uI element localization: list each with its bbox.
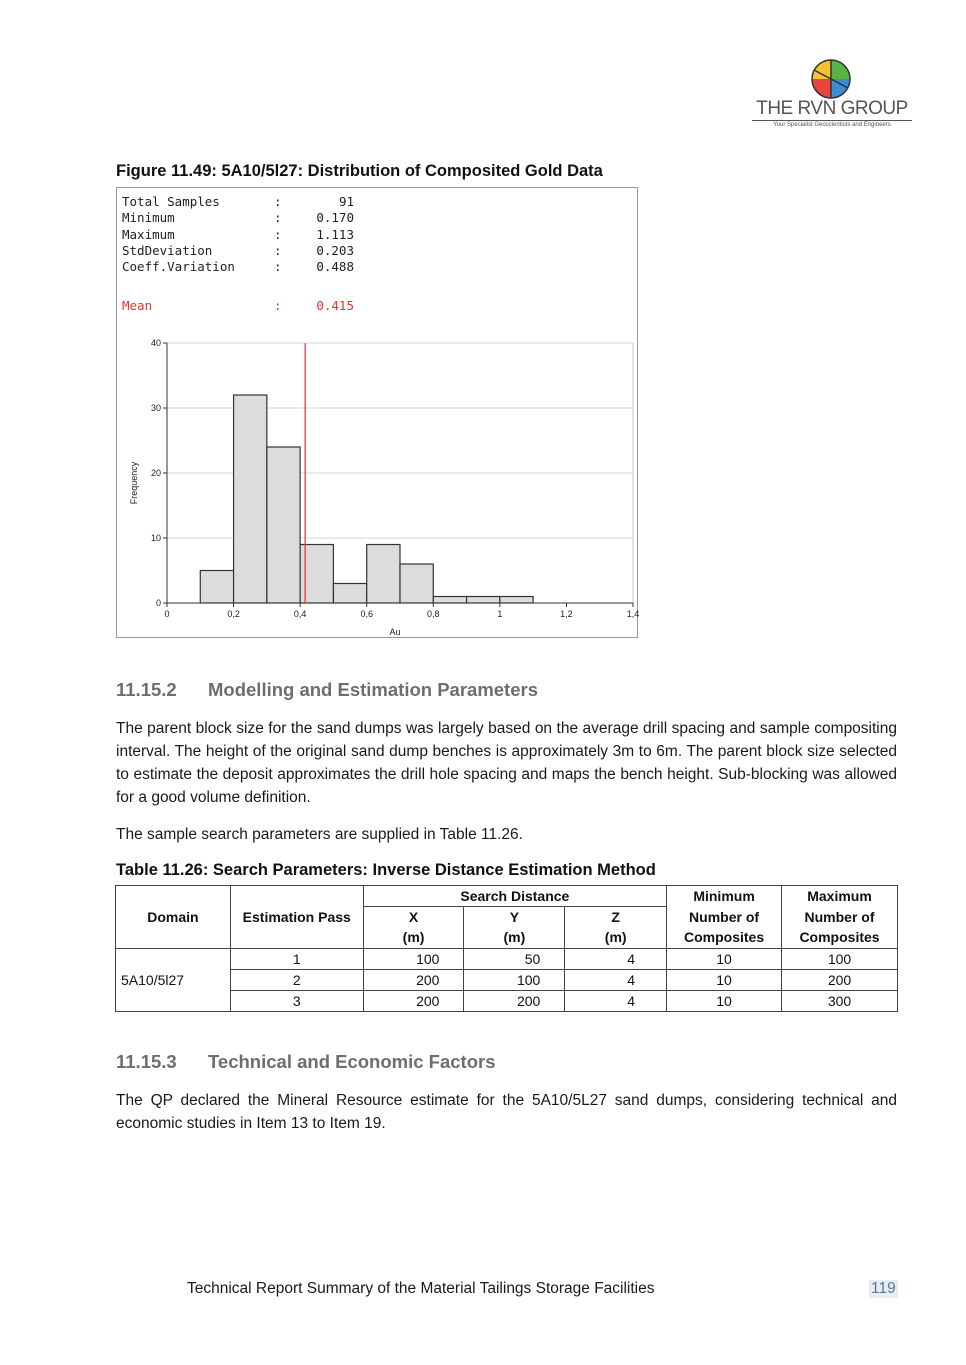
min-cell: 10 [667, 969, 782, 990]
histogram-bar [234, 395, 267, 603]
header-domain: Domain [116, 886, 231, 949]
stat-colon: : [274, 210, 282, 226]
header-unit: (m) [464, 927, 565, 948]
x-cell: 200 [363, 990, 464, 1011]
y-tick-label: 20 [150, 468, 161, 478]
section-heading [116, 679, 538, 701]
pass-cell: 3 [230, 990, 363, 1011]
stat-value: 1.113 [316, 226, 354, 242]
stat-value: 0.203 [316, 242, 354, 258]
x-cell: 200 [363, 969, 464, 990]
pass-cell: 1 [230, 948, 363, 969]
stat-label: Minimum [122, 210, 175, 226]
x-tick-label: 1,2 [560, 609, 573, 619]
x-cell: 100 [363, 948, 464, 969]
table-caption: Table 11.26: Search Parameters: Inverse Distance Estimation Method [116, 861, 656, 879]
paragraph: The QP declared the Mineral Resource estimate for the 5A10/5L27 sand dumps, considering technical and economic studies in Item 13 to Item 19. [116, 1092, 897, 1132]
max-cell: 300 [782, 990, 898, 1011]
z-cell: 4 [565, 990, 667, 1011]
min-cell: 10 [667, 990, 782, 1011]
paragraph: The sample search parameters are supplied in Table 11.26. [116, 826, 523, 843]
histogram-bar [267, 447, 300, 603]
table-row [116, 948, 898, 969]
stat-colon: : [274, 194, 282, 209]
paragraph: The parent block size for the sand dumps was largely based on the average drill spacing and sample compositing interval. The height of the original sand dump benches is approximately 3m to 6m. The parent block size selected to estimate the deposit approximates the drill hole spacing and maps the bench height. Sub-blocking was allowed for a good volume definition. [116, 720, 897, 806]
search-parameters-table [115, 885, 898, 1012]
x-axis-label: Au [389, 627, 401, 637]
histogram-bar [200, 571, 233, 604]
x-tick-label: 1,4 [626, 609, 640, 619]
section-title: Technical and Economic Factors [208, 1051, 496, 1072]
logo-mark-icon [810, 58, 852, 100]
section-number: 11.15.3 [116, 1051, 177, 1072]
stat-colon: : [274, 226, 282, 242]
stat-value: 0.488 [316, 259, 354, 275]
table-header-row [116, 886, 898, 907]
mean-colon: : [274, 298, 282, 313]
header-unit: (m) [363, 927, 464, 948]
x-tick-label: 0,6 [360, 609, 373, 619]
header-search-distance: Search Distance [363, 886, 666, 907]
y-tick-label: 30 [150, 403, 161, 413]
header-maximum: Maximum Number of Composites [782, 886, 898, 949]
histogram-bar [500, 597, 533, 604]
x-tick-label: 0 [164, 609, 170, 619]
max-cell: 100 [782, 948, 898, 969]
stat-colon: : [274, 242, 282, 258]
histogram-chart [117, 188, 640, 637]
stat-colon: : [274, 259, 282, 275]
footer-text: Technical Report Summary of the Material Tailings Storage Facilities [187, 1280, 655, 1297]
header-minimum: Minimum Number of Composites [667, 886, 782, 949]
stat-label: Maximum [122, 226, 175, 242]
mean-value: 0.415 [316, 298, 354, 313]
table-row [116, 969, 898, 990]
header-unit: (m) [565, 927, 667, 948]
min-cell: 10 [667, 948, 782, 969]
header-x: X [363, 907, 464, 928]
stat-value: 91 [338, 194, 354, 209]
table-row [116, 990, 898, 1011]
figure-caption: Figure 11.49: 5A10/5l27: Distribution of Composited Gold Data [116, 162, 603, 180]
x-tick-label: 0,4 [293, 609, 307, 619]
domain-cell: 5A10/5l27 [116, 948, 231, 1011]
logo-name: THE RVN GROUP [752, 98, 912, 121]
section-number: 11.15.2 [116, 679, 177, 700]
z-cell: 4 [565, 948, 667, 969]
company-logo [752, 58, 912, 134]
histogram-figure [116, 187, 638, 638]
section-heading [116, 1051, 496, 1073]
histogram-bar [467, 597, 500, 604]
histogram-bar [400, 564, 433, 603]
histogram-bar [333, 584, 366, 604]
header-y: Y [464, 907, 565, 928]
logo-tagline: Your Specialist Geoscientists and Engineers [773, 122, 891, 128]
y-cell: 50 [464, 948, 565, 969]
header-estimation-pass: Estimation Pass [230, 886, 363, 949]
x-tick-label: 1 [497, 609, 503, 619]
section-title: Modelling and Estimation Parameters [208, 679, 538, 700]
y-tick-label: 0 [155, 598, 161, 608]
histogram-bar [367, 545, 400, 604]
y-axis-label: Frequency [129, 461, 139, 505]
stat-label: Coeff.Variation [122, 259, 235, 275]
x-tick-label: 0,8 [427, 609, 440, 619]
z-cell: 4 [565, 969, 667, 990]
y-cell: 100 [464, 969, 565, 990]
y-tick-label: 40 [150, 338, 161, 348]
page-number: 119 [871, 1280, 896, 1297]
header-z: Z [565, 907, 667, 928]
max-cell: 200 [782, 969, 898, 990]
y-cell: 200 [464, 990, 565, 1011]
mean-label: Mean [122, 298, 153, 313]
y-tick-label: 10 [150, 533, 161, 543]
stat-value: 0.170 [316, 210, 354, 226]
pass-cell: 2 [230, 969, 363, 990]
stat-label: Total Samples [122, 194, 220, 209]
histogram-bar [433, 597, 466, 604]
x-tick-label: 0,2 [227, 609, 240, 619]
stat-label: StdDeviation [122, 242, 213, 258]
